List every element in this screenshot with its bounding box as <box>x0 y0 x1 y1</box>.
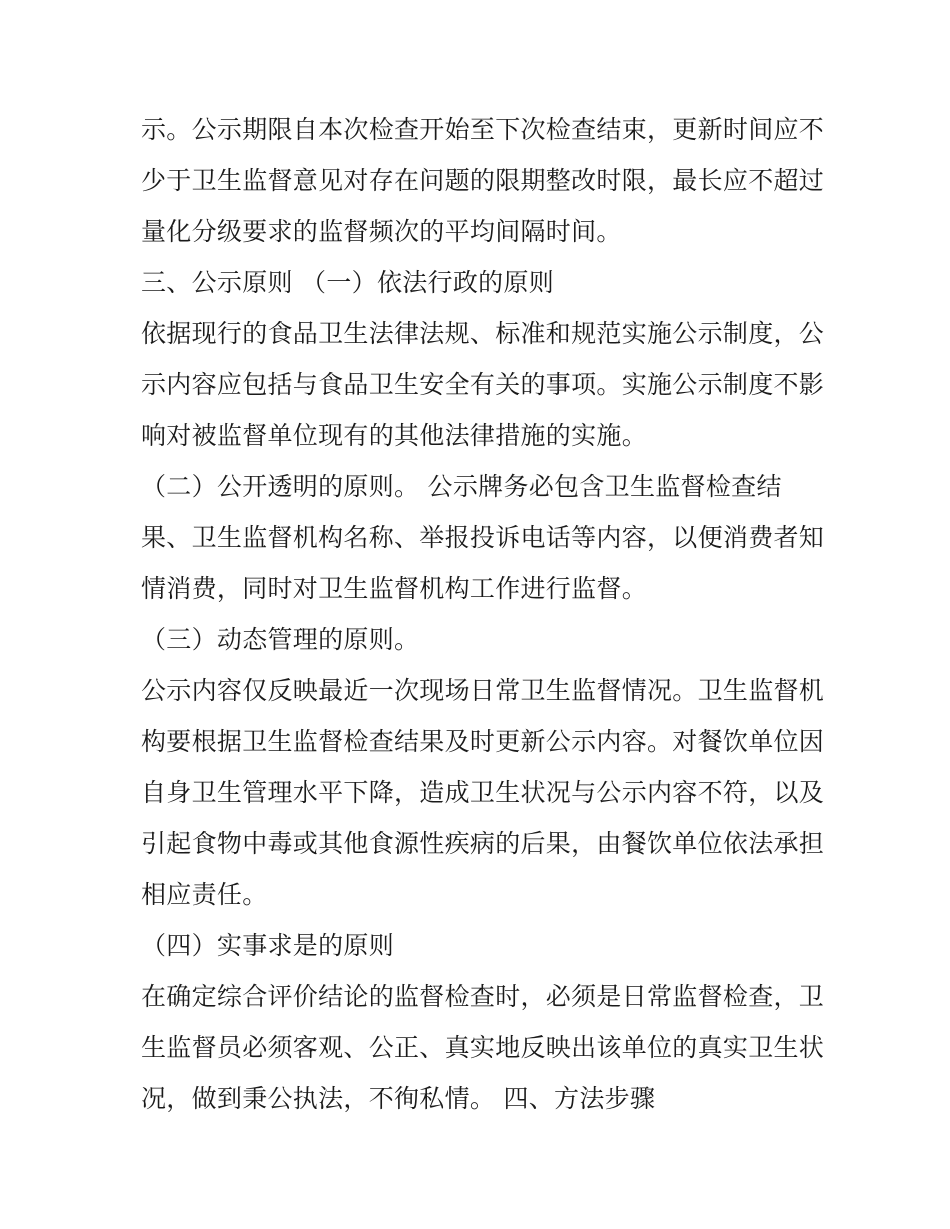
text-line: 构要根据卫生监督检查结果及时更新公示内容。对餐饮单位因 <box>141 727 825 756</box>
text-line: 在确定综合评价结论的监督检查时，必须是日常监督检查，卫 <box>141 982 825 1011</box>
text-line: 依据现行的食品卫生法律法规、标准和规范实施公示制度，公 <box>141 319 825 348</box>
text-line: 少于卫生监督意见对存在问题的限期整改时限，最长应不超过 <box>141 166 825 195</box>
text-line: 生监督员必须客观、公正、真实地反映出该单位的真实卫生状 <box>141 1033 825 1062</box>
subheading-transparency: （二）公开透明的原则。 公示牌务必包含卫生监督检查结 <box>141 472 782 501</box>
text-line: 示内容应包括与食品卫生安全有关的事项。实施公示制度不影 <box>141 370 825 399</box>
text-line: 公示内容仅反映最近一次现场日常卫生监督情况。卫生监督机 <box>141 676 825 705</box>
text-line: 响对被监督单位现有的其他法律措施的实施。 <box>141 421 648 450</box>
subheading-dynamic-management: （三）动态管理的原则。 <box>141 625 420 654</box>
text-line: 引起食物中毒或其他食源性疾病的后果，由餐饮单位依法承担 <box>141 829 825 858</box>
text-line: 情消费，同时对卫生监督机构工作进行监督。 <box>141 574 648 603</box>
text-line: 相应责任。 <box>141 880 268 909</box>
subheading-truthfulness: （四）实事求是的原则 <box>141 931 395 960</box>
text-line: 况，做到秉公执法，不徇私情。 四、方法步骤 <box>141 1084 656 1113</box>
text-line: 量化分级要求的监督频次的平均间隔时间。 <box>141 217 622 246</box>
section-heading-principles: 三、公示原则 （一）依法行政的原则 <box>141 268 555 297</box>
text-line: 自身卫生管理水平下降，造成卫生状况与公示内容不符，以及 <box>141 778 825 807</box>
text-line: 示。公示期限自本次检查开始至下次检查结束，更新时间应不 <box>141 115 825 144</box>
text-line: 果、卫生监督机构名称、举报投诉电话等内容，以便消费者知 <box>141 523 825 552</box>
